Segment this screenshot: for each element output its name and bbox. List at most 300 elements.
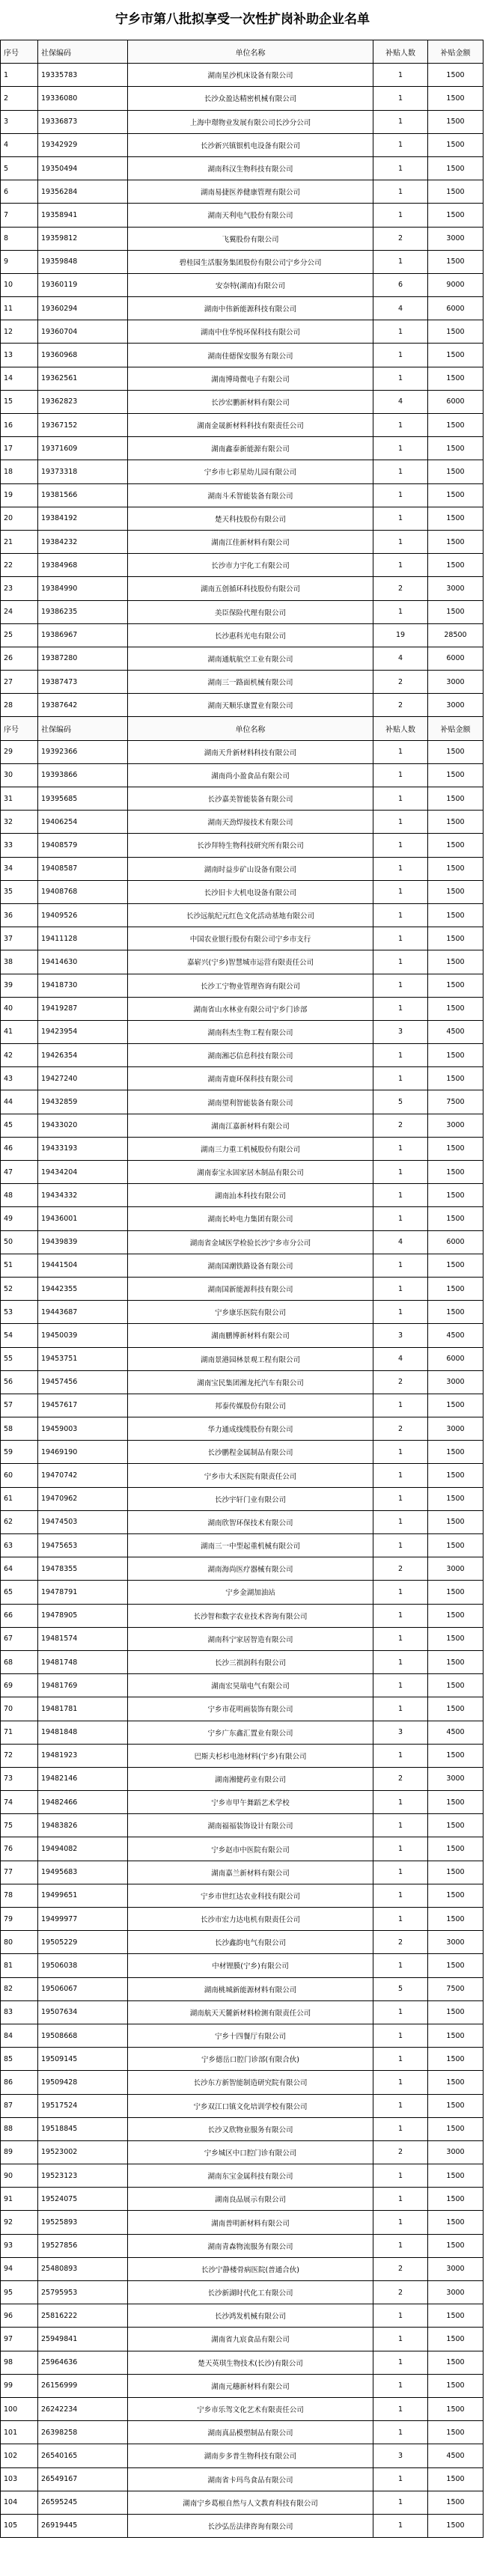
cell-social-id: 19433020 xyxy=(38,1114,128,1137)
cell-no: 93 xyxy=(1,2234,38,2257)
cell-amount: 1500 xyxy=(428,530,484,553)
cell-social-id: 19381566 xyxy=(38,483,128,507)
cell-social-id: 19481848 xyxy=(38,1721,128,1744)
cell-company-name: 宁乡市大禾医院有限责任公司 xyxy=(128,1464,373,1487)
table-row xyxy=(1,2211,484,2234)
cell-no: 100 xyxy=(1,2397,38,2420)
cell-count: 1 xyxy=(373,2094,428,2117)
cell-company-name: 湖南欣智环保技术有限公司 xyxy=(128,1510,373,1533)
cell-count: 1 xyxy=(373,1604,428,1627)
cell-social-id: 19371609 xyxy=(38,437,128,460)
cell-no: 20 xyxy=(1,507,38,530)
cell-company-name: 湖南博琦微电子有限公司 xyxy=(128,367,373,390)
cell-count: 19 xyxy=(373,623,428,647)
cell-no: 89 xyxy=(1,2140,38,2164)
cell-count: 1 xyxy=(373,2071,428,2094)
cell-count: 3 xyxy=(373,1020,428,1043)
header-amount: 补贴金额 xyxy=(428,717,484,740)
cell-company-name: 邦泰传媒股份有限公司 xyxy=(128,1394,373,1417)
cell-company-name: 湖南中住华悦环保科技有限公司 xyxy=(128,320,373,344)
cell-company-name: 长沙智和数字农业技术咨询有限公司 xyxy=(128,1604,373,1627)
cell-count: 1 xyxy=(373,1067,428,1090)
cell-amount: 28500 xyxy=(428,623,484,647)
cell-amount: 4500 xyxy=(428,2444,484,2467)
cell-count: 5 xyxy=(373,1090,428,1114)
table-row xyxy=(1,367,484,390)
table-row xyxy=(1,974,484,997)
cell-no: 92 xyxy=(1,2211,38,2234)
cell-company-name: 湖南省山水林业有限公司宁乡门诊部 xyxy=(128,997,373,1020)
cell-amount: 1500 xyxy=(428,180,484,204)
cell-social-id: 19426354 xyxy=(38,1044,128,1067)
cell-count: 1 xyxy=(373,1884,428,1907)
cell-count: 1 xyxy=(373,1207,428,1230)
cell-count: 2 xyxy=(373,2257,428,2280)
cell-social-id: 25480893 xyxy=(38,2257,128,2280)
cell-social-id: 19342929 xyxy=(38,133,128,156)
cell-count: 1 xyxy=(373,1044,428,1067)
table-row xyxy=(1,623,484,647)
table-row xyxy=(1,927,484,950)
cell-amount: 1500 xyxy=(428,1954,484,1977)
cell-count: 1 xyxy=(373,156,428,180)
cell-company-name: 宁乡市七彩星幼儿园有限公司 xyxy=(128,460,373,483)
cell-social-id: 19470962 xyxy=(38,1487,128,1510)
table-row xyxy=(1,2048,484,2071)
table-row xyxy=(1,2094,484,2117)
cell-no: 82 xyxy=(1,1977,38,2000)
cell-no: 76 xyxy=(1,1837,38,1861)
cell-amount: 1500 xyxy=(428,344,484,367)
cell-social-id: 26242234 xyxy=(38,2397,128,2420)
cell-company-name: 湖南汕本科技有限公司 xyxy=(128,1184,373,1207)
cell-social-id: 19474503 xyxy=(38,1510,128,1533)
cell-no: 46 xyxy=(1,1137,38,1160)
header-no: 序号 xyxy=(1,717,38,740)
table-row xyxy=(1,437,484,460)
table-row xyxy=(1,1674,484,1697)
cell-no: 9 xyxy=(1,250,38,273)
table-row xyxy=(1,227,484,250)
cell-no: 54 xyxy=(1,1324,38,1347)
cell-count: 1 xyxy=(373,1301,428,1324)
cell-no: 34 xyxy=(1,857,38,880)
cell-social-id: 19469190 xyxy=(38,1441,128,1464)
table-row xyxy=(1,1347,484,1370)
table-row xyxy=(1,1767,484,1790)
cell-social-id: 19509145 xyxy=(38,2048,128,2071)
cell-social-id: 19384968 xyxy=(38,554,128,577)
cell-company-name: 长沙弘岳法律咨询有限公司 xyxy=(128,2514,373,2537)
cell-count: 1 xyxy=(373,950,428,974)
cell-count: 1 xyxy=(373,460,428,483)
table-row xyxy=(1,2351,484,2374)
cell-no: 49 xyxy=(1,1207,38,1230)
cell-no: 57 xyxy=(1,1394,38,1417)
cell-social-id: 19386235 xyxy=(38,600,128,623)
cell-amount: 1500 xyxy=(428,1697,484,1721)
table-row xyxy=(1,1977,484,2000)
cell-count: 2 xyxy=(373,2281,428,2304)
cell-count: 1 xyxy=(373,880,428,903)
cell-amount: 1500 xyxy=(428,1581,484,1604)
cell-amount: 1500 xyxy=(428,156,484,180)
cell-social-id: 19336080 xyxy=(38,87,128,110)
cell-company-name: 长沙新兴镇银机电设备有限公司 xyxy=(128,133,373,156)
table-row xyxy=(1,2234,484,2257)
cell-social-id: 19442355 xyxy=(38,1277,128,1300)
table-row xyxy=(1,1650,484,1673)
table-row xyxy=(1,834,484,857)
cell-social-id: 19499651 xyxy=(38,1884,128,1907)
cell-amount: 1500 xyxy=(428,1207,484,1230)
cell-no: 105 xyxy=(1,2514,38,2537)
cell-no: 5 xyxy=(1,156,38,180)
table-row xyxy=(1,2514,484,2537)
cell-amount: 6000 xyxy=(428,390,484,413)
cell-company-name: 长沙东方新智能制造研究院有限公司 xyxy=(128,2071,373,2094)
table-row xyxy=(1,320,484,344)
cell-social-id: 19478355 xyxy=(38,1557,128,1581)
cell-no: 45 xyxy=(1,1114,38,1137)
cell-amount: 1500 xyxy=(428,1884,484,1907)
cell-amount: 7500 xyxy=(428,1977,484,2000)
table-row xyxy=(1,133,484,156)
cell-social-id: 19362823 xyxy=(38,390,128,413)
cell-amount: 1500 xyxy=(428,507,484,530)
cell-social-id: 19393866 xyxy=(38,763,128,787)
table-row xyxy=(1,880,484,903)
cell-social-id: 19358941 xyxy=(38,204,128,227)
cell-amount: 1500 xyxy=(428,1908,484,1931)
cell-company-name: 湖南泰宝永固家居木制品有限公司 xyxy=(128,1161,373,1184)
cell-company-name: 宁乡康乐医院有限公司 xyxy=(128,1301,373,1324)
cell-count: 1 xyxy=(373,857,428,880)
cell-social-id: 19450039 xyxy=(38,1324,128,1347)
cell-company-name: 湖南长岭电力集团有限公司 xyxy=(128,1207,373,1230)
cell-count: 1 xyxy=(373,600,428,623)
cell-amount: 1500 xyxy=(428,204,484,227)
cell-amount: 3000 xyxy=(428,227,484,250)
cell-company-name: 安奈特(湖南)有限公司 xyxy=(128,273,373,296)
cell-company-name: 长沙嘉美智能装备有限公司 xyxy=(128,787,373,811)
cell-amount: 1500 xyxy=(428,460,484,483)
cell-count: 1 xyxy=(373,367,428,390)
cell-count: 3 xyxy=(373,1721,428,1744)
cell-amount: 1500 xyxy=(428,1044,484,1067)
cell-count: 4 xyxy=(373,1347,428,1370)
cell-count: 1 xyxy=(373,1627,428,1650)
table-row xyxy=(1,1184,484,1207)
cell-company-name: 湖南三一中型起重机械有限公司 xyxy=(128,1534,373,1557)
cell-no: 59 xyxy=(1,1441,38,1464)
cell-amount: 1500 xyxy=(428,740,484,763)
cell-count: 1 xyxy=(373,1814,428,1837)
cell-count: 2 xyxy=(373,2140,428,2164)
cell-social-id: 19518845 xyxy=(38,2117,128,2140)
cell-social-id: 19495683 xyxy=(38,1861,128,1884)
cell-amount: 1500 xyxy=(428,64,484,87)
cell-social-id: 19481923 xyxy=(38,1744,128,1767)
cell-company-name: 湖南时益步矿山设备有限公司 xyxy=(128,857,373,880)
cell-company-name: 湖南天劲焊接技术有限公司 xyxy=(128,811,373,834)
cell-count: 1 xyxy=(373,1184,428,1207)
cell-count: 1 xyxy=(373,2234,428,2257)
header-count: 补贴人数 xyxy=(373,40,428,64)
cell-count: 1 xyxy=(373,204,428,227)
cell-company-name: 湖南湘健药业有限公司 xyxy=(128,1767,373,1790)
table-row xyxy=(1,1534,484,1557)
cell-amount: 1500 xyxy=(428,834,484,857)
cell-amount: 1500 xyxy=(428,1254,484,1277)
cell-social-id: 19505229 xyxy=(38,1931,128,1954)
cell-company-name: 湖南天顺乐康置业有限公司 xyxy=(128,694,373,717)
cell-count: 1 xyxy=(373,87,428,110)
cell-no: 39 xyxy=(1,974,38,997)
cell-amount: 6000 xyxy=(428,1230,484,1254)
cell-company-name: 长沙鹏程金属制品有限公司 xyxy=(128,1441,373,1464)
cell-company-name: 宁乡市花明画装饰有限公司 xyxy=(128,1697,373,1721)
cell-count: 1 xyxy=(373,530,428,553)
cell-count: 1 xyxy=(373,2374,428,2397)
cell-no: 50 xyxy=(1,1230,38,1254)
cell-amount: 1500 xyxy=(428,2397,484,2420)
table-row xyxy=(1,1954,484,1977)
cell-company-name: 湖南斗禾智能装备有限公司 xyxy=(128,483,373,507)
cell-amount: 1500 xyxy=(428,133,484,156)
table-row xyxy=(1,2374,484,2397)
cell-social-id: 19360968 xyxy=(38,344,128,367)
table-row xyxy=(1,2257,484,2280)
cell-count: 1 xyxy=(373,133,428,156)
cell-no: 21 xyxy=(1,530,38,553)
cell-social-id: 25949841 xyxy=(38,2328,128,2351)
cell-amount: 1500 xyxy=(428,1464,484,1487)
cell-count: 2 xyxy=(373,671,428,694)
table-row xyxy=(1,2491,484,2514)
table-row xyxy=(1,1814,484,1837)
table-row xyxy=(1,671,484,694)
cell-company-name: 美臣保险代理有限公司 xyxy=(128,600,373,623)
cell-social-id: 19439839 xyxy=(38,1230,128,1254)
cell-amount: 6000 xyxy=(428,647,484,670)
cell-company-name: 湖南元穗新材料有限公司 xyxy=(128,2374,373,2397)
cell-company-name: 湖南宏昊瑞电气有限公司 xyxy=(128,1674,373,1697)
cell-no: 65 xyxy=(1,1581,38,1604)
cell-amount: 1500 xyxy=(428,2351,484,2374)
cell-no: 8 xyxy=(1,227,38,250)
table-row xyxy=(1,460,484,483)
cell-company-name: 宁乡市乐驾文化艺术有限责任公司 xyxy=(128,2397,373,2420)
cell-no: 12 xyxy=(1,320,38,344)
cell-no: 77 xyxy=(1,1861,38,1884)
cell-count: 1 xyxy=(373,1581,428,1604)
cell-count: 1 xyxy=(373,1791,428,1814)
cell-amount: 1500 xyxy=(428,2164,484,2188)
cell-count: 1 xyxy=(373,834,428,857)
cell-social-id: 19517524 xyxy=(38,2094,128,2117)
cell-company-name: 湖南星沙机床设备有限公司 xyxy=(128,64,373,87)
cell-no: 53 xyxy=(1,1301,38,1324)
cell-social-id: 19506067 xyxy=(38,1977,128,2000)
cell-amount: 3000 xyxy=(428,694,484,717)
cell-count: 3 xyxy=(373,1324,428,1347)
cell-amount: 1500 xyxy=(428,927,484,950)
cell-count: 1 xyxy=(373,250,428,273)
cell-company-name: 湖南桃城新能源材料有限公司 xyxy=(128,1977,373,2000)
header-count: 补贴人数 xyxy=(373,717,428,740)
cell-social-id: 19350494 xyxy=(38,156,128,180)
cell-no: 102 xyxy=(1,2444,38,2467)
cell-social-id: 19453751 xyxy=(38,1347,128,1370)
cell-no: 91 xyxy=(1,2188,38,2211)
cell-no: 90 xyxy=(1,2164,38,2188)
cell-count: 1 xyxy=(373,2117,428,2140)
cell-social-id: 19384990 xyxy=(38,577,128,600)
cell-no: 101 xyxy=(1,2421,38,2444)
table-row xyxy=(1,2164,484,2188)
cell-company-name: 楚天英琪生物技术(长沙)有限公司 xyxy=(128,2351,373,2374)
cell-social-id: 19527856 xyxy=(38,2234,128,2257)
cell-no: 103 xyxy=(1,2467,38,2491)
cell-no: 95 xyxy=(1,2281,38,2304)
cell-social-id: 19434204 xyxy=(38,1161,128,1184)
cell-company-name: 湖南科宁家居智造有限公司 xyxy=(128,1627,373,1650)
cell-no: 14 xyxy=(1,367,38,390)
cell-company-name: 宁乡十四餐厅有限公司 xyxy=(128,2024,373,2047)
cell-count: 1 xyxy=(373,2421,428,2444)
cell-social-id: 19395685 xyxy=(38,787,128,811)
company-table xyxy=(0,40,484,2538)
table-header-row xyxy=(1,717,484,740)
cell-company-name: 宁乡赵市中医院有限公司 xyxy=(128,1837,373,1861)
cell-no: 79 xyxy=(1,1908,38,1931)
cell-social-id: 19408768 xyxy=(38,880,128,903)
cell-company-name: 长沙众盈达精密机械有限公司 xyxy=(128,87,373,110)
table-row xyxy=(1,390,484,413)
cell-amount: 1500 xyxy=(428,1441,484,1464)
cell-amount: 1500 xyxy=(428,554,484,577)
table-row xyxy=(1,204,484,227)
cell-no: 88 xyxy=(1,2117,38,2140)
cell-count: 4 xyxy=(373,390,428,413)
cell-count: 2 xyxy=(373,1114,428,1137)
cell-count: 1 xyxy=(373,811,428,834)
cell-company-name: 宁乡市甲午舞蹈艺术学校 xyxy=(128,1791,373,1814)
page-title: 宁乡市第八批拟享受一次性扩岗补助企业名单 xyxy=(115,12,370,27)
cell-company-name: 湖南宁乡葛根自然与人文教育科技有限公司 xyxy=(128,2491,373,2514)
cell-company-name: 湖南青森物流服务有限公司 xyxy=(128,2234,373,2257)
cell-company-name: 上海中璟物业发展有限公司长沙分公司 xyxy=(128,110,373,133)
table-row xyxy=(1,2304,484,2328)
table-row xyxy=(1,1604,484,1627)
cell-amount: 1500 xyxy=(428,367,484,390)
cell-social-id: 19482146 xyxy=(38,1767,128,1790)
cell-company-name: 长沙鸿发机械有限公司 xyxy=(128,2304,373,2328)
cell-count: 1 xyxy=(373,2304,428,2328)
cell-social-id: 19434332 xyxy=(38,1184,128,1207)
cell-amount: 9000 xyxy=(428,273,484,296)
table-row xyxy=(1,577,484,600)
cell-amount: 1500 xyxy=(428,2467,484,2491)
cell-no: 94 xyxy=(1,2257,38,2280)
cell-company-name: 湖南科汉生物科技有限公司 xyxy=(128,156,373,180)
cell-count: 1 xyxy=(373,1510,428,1533)
table-row xyxy=(1,647,484,670)
table-row xyxy=(1,1324,484,1347)
cell-count: 1 xyxy=(373,1954,428,1977)
cell-count: 1 xyxy=(373,2328,428,2351)
cell-company-name: 湖南福福装饰设计有限公司 xyxy=(128,1814,373,1837)
table-row xyxy=(1,2281,484,2304)
cell-no: 71 xyxy=(1,1721,38,1744)
cell-no: 56 xyxy=(1,1370,38,1394)
cell-count: 2 xyxy=(373,1767,428,1790)
cell-company-name: 湖南普明新材料有限公司 xyxy=(128,2211,373,2234)
cell-no: 55 xyxy=(1,1347,38,1370)
cell-no: 33 xyxy=(1,834,38,857)
cell-company-name: 长沙工宁物业管理咨询有限公司 xyxy=(128,974,373,997)
cell-amount: 3000 xyxy=(428,671,484,694)
table-row xyxy=(1,1581,484,1604)
cell-count: 1 xyxy=(373,1254,428,1277)
table-row xyxy=(1,1510,484,1533)
cell-social-id: 19494082 xyxy=(38,1837,128,1861)
cell-count: 2 xyxy=(373,1931,428,1954)
cell-social-id: 19367152 xyxy=(38,414,128,437)
cell-amount: 1500 xyxy=(428,483,484,507)
cell-count: 1 xyxy=(373,2000,428,2024)
cell-amount: 1500 xyxy=(428,880,484,903)
table-row xyxy=(1,811,484,834)
cell-no: 104 xyxy=(1,2491,38,2514)
cell-social-id: 19408579 xyxy=(38,834,128,857)
table-row xyxy=(1,2397,484,2420)
cell-social-id: 25964636 xyxy=(38,2351,128,2374)
cell-count: 1 xyxy=(373,1837,428,1861)
table-row xyxy=(1,1884,484,1907)
cell-company-name: 宁乡金湖加油站 xyxy=(128,1581,373,1604)
cell-amount: 1500 xyxy=(428,1510,484,1533)
cell-amount: 1500 xyxy=(428,414,484,437)
cell-company-name: 宁乡市世红达农业科技有限公司 xyxy=(128,1884,373,1907)
cell-no: 10 xyxy=(1,273,38,296)
cell-amount: 3000 xyxy=(428,1767,484,1790)
table-row xyxy=(1,1464,484,1487)
table-row xyxy=(1,1441,484,1464)
cell-no: 15 xyxy=(1,390,38,413)
cell-count: 1 xyxy=(373,2048,428,2071)
table-row xyxy=(1,857,484,880)
cell-count: 1 xyxy=(373,554,428,577)
cell-amount: 1500 xyxy=(428,903,484,927)
cell-company-name: 长沙鑫韵电气有限公司 xyxy=(128,1931,373,1954)
cell-no: 42 xyxy=(1,1044,38,1067)
cell-amount: 1500 xyxy=(428,1394,484,1417)
cell-social-id: 26540165 xyxy=(38,2444,128,2467)
cell-no: 44 xyxy=(1,1090,38,1114)
table-row xyxy=(1,1861,484,1884)
cell-company-name: 中材锂膜(宁乡)有限公司 xyxy=(128,1954,373,1977)
cell-count: 1 xyxy=(373,2351,428,2374)
cell-no: 7 xyxy=(1,204,38,227)
header-amount: 补贴金额 xyxy=(428,40,484,64)
cell-company-name: 湖南青鹿环保科技有限公司 xyxy=(128,1067,373,1090)
table-row xyxy=(1,2467,484,2491)
cell-count: 1 xyxy=(373,1861,428,1884)
cell-company-name: 湖南中伟新能源科技有限公司 xyxy=(128,297,373,320)
cell-company-name: 湖南天利电气股份有限公司 xyxy=(128,204,373,227)
